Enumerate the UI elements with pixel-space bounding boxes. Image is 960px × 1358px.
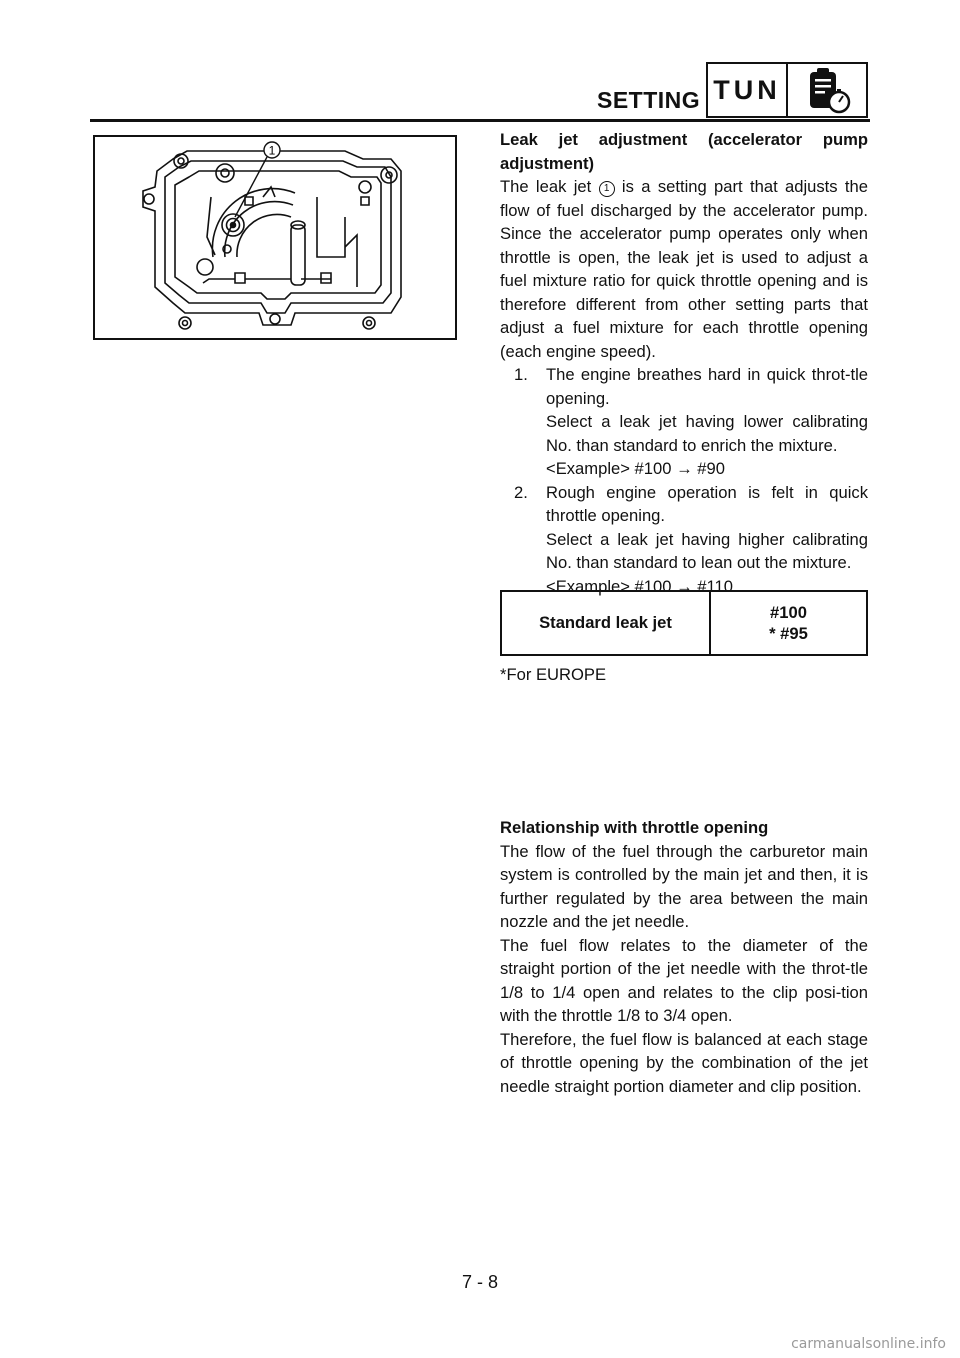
- adjustment-list: [500, 363, 868, 598]
- spec-table: [500, 590, 868, 656]
- leak-jet-section: [500, 128, 868, 598]
- section-icon-box: [788, 62, 868, 118]
- carburetor-figure: [93, 135, 457, 340]
- spec-value-europe: * #95: [769, 624, 808, 643]
- list-item-example: <Example> #100 → #110: [546, 576, 733, 596]
- list-item-action: Select a leak jet having lower calibrating No. than standard to enrich the mixture.: [546, 412, 868, 455]
- intro-callout: 1: [599, 181, 615, 197]
- spec-values: [711, 592, 866, 654]
- page-header-title: SETTING: [597, 87, 701, 113]
- list-item-number: 1.: [514, 365, 528, 384]
- paragraph: The flow of the fuel through the carburetor main system is controlled by the main jet and then, it is further regulated by the area between the main nozzle and the jet needle.: [500, 841, 868, 931]
- leak-jet-intro: [500, 175, 868, 363]
- spec-label: Standard leak jet: [502, 592, 711, 654]
- list-item-condition: The engine breathes hard in quick throt-tle opening.: [546, 365, 868, 408]
- list-item-action: Select a leak jet having higher calibrating No. than standard to lean out the mixture.: [546, 529, 868, 572]
- page-number: 7 - 8: [461, 1272, 499, 1292]
- list-item-number: 2.: [514, 482, 528, 502]
- throttle-relationship-section: [500, 816, 868, 1098]
- section-code-box: [706, 62, 788, 118]
- header-rule: [90, 119, 870, 122]
- throttle-heading: Relationship with throttle opening: [500, 818, 769, 837]
- footnote: *For EUROPE: [500, 665, 607, 684]
- watermark: carmanualsonline.info: [791, 1336, 946, 1352]
- carburetor-float-bowl-diagram: [95, 137, 455, 338]
- spec-value-standard: #100: [770, 603, 807, 622]
- list-item: [500, 481, 868, 599]
- leak-jet-heading: Leak jet adjustment (accelerator pump adjustment): [500, 130, 868, 173]
- intro-before: The leak jet: [500, 177, 599, 196]
- clipboard-stopwatch-icon: [788, 64, 866, 118]
- list-item-example: <Example> #100 → #90: [546, 459, 725, 478]
- intro-after: is a setting part that adjusts the flow of fuel discharged by the accelerator pump. Since the accelerator pump operates only when throttle is open, the leak jet is used to adjust a fuel mixture ratio for quick throttle opening and is therefore different from other setting parts that adjust a fuel mixture for each throttle opening (each engine speed).: [500, 177, 869, 361]
- section-code: TUN: [713, 74, 781, 105]
- figure-callout-1: 1: [268, 143, 276, 158]
- list-item-condition: Rough engine operation is felt in quick throttle opening.: [546, 482, 868, 525]
- list-item: [500, 363, 868, 481]
- paragraph: The fuel flow relates to the diameter of the straight portion of the jet needle with the throt-tle 1/8 to 1/4 open and relates to the clip posi-tion with the throttle 1/8 to 3/4 open.: [500, 935, 868, 1025]
- paragraph: Therefore, the fuel flow is balanced at each stage of throttle opening by the combination of the jet needle straight portion diameter and clip position.: [500, 1029, 868, 1096]
